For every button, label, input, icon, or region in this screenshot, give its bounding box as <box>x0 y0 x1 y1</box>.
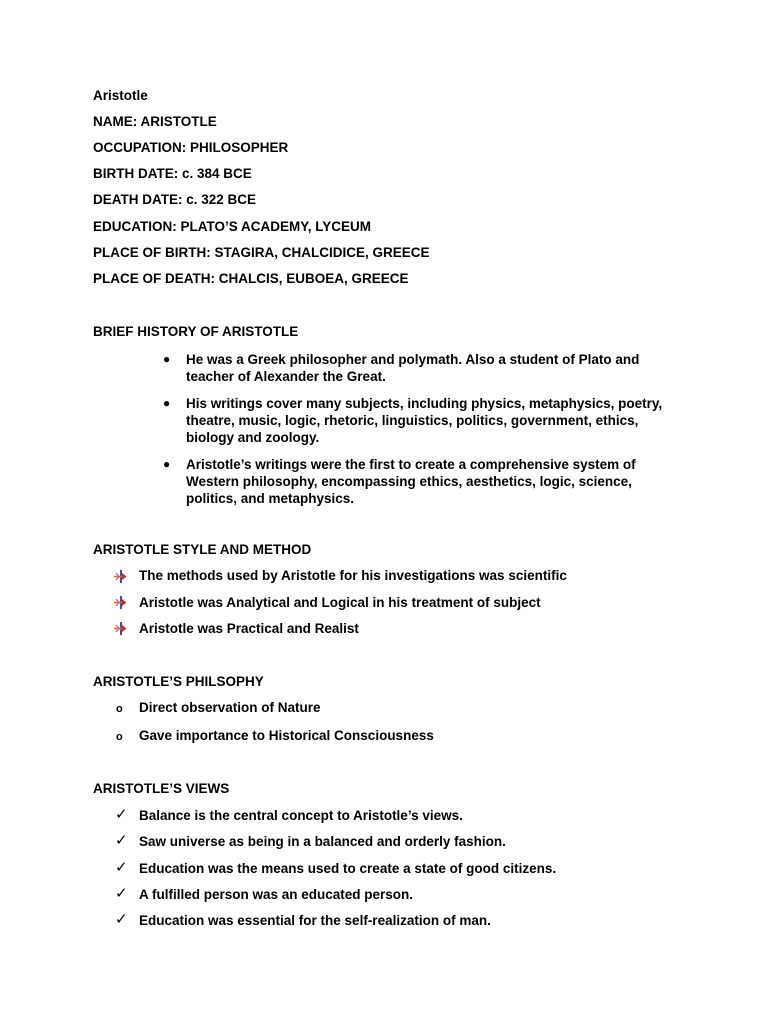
history-heading: BRIEF HISTORY OF ARISTOTLE <box>93 324 299 339</box>
occupation-field: OCCUPATION: PHILOSOPHER <box>93 140 289 155</box>
history-item: Aristotle’s writings were the first to create a comprehensive system of Western philosophy, encompassing ethics, aesthetics, logic, science, politics, and metaphysics. <box>186 457 636 506</box>
views-item: Education was the means used to create a state of good citizens. <box>139 861 557 876</box>
check-bullet-icon: ✓ <box>115 911 128 928</box>
check-bullet-icon: ✓ <box>115 832 128 849</box>
document-title: Aristotle <box>93 88 148 103</box>
birth-date-field: BIRTH DATE: c. 384 BCE <box>93 166 252 181</box>
style-item: Aristotle was Practical and Realist <box>139 621 359 636</box>
death-date-field: DEATH DATE: c. 322 BCE <box>93 192 257 207</box>
arrow-bullet-icon <box>114 596 127 609</box>
arrow-bullet-icon <box>114 570 127 583</box>
philosophy-heading: ARISTOTLE’S PHILSOPHY <box>93 674 264 689</box>
views-item: Balance is the central concept to Aristotle’s views. <box>139 808 463 823</box>
arrow-bullet-icon <box>114 622 127 635</box>
history-item: He was a Greek philosopher and polymath. Also a student of Plato and teacher of Alexander the Great. <box>186 352 640 384</box>
views-item: Saw universe as being in a balanced and orderly fashion. <box>139 834 506 849</box>
style-item: Aristotle was Analytical and Logical in his treatment of subject <box>139 595 541 610</box>
circle-bullet-icon: o <box>116 731 123 743</box>
circle-bullet-icon: o <box>116 703 123 715</box>
bullet-dot-icon: ● <box>163 396 171 410</box>
check-bullet-icon: ✓ <box>115 885 128 902</box>
views-heading: ARISTOTLE’S VIEWS <box>93 781 230 796</box>
style-item: The methods used by Aristotle for his investigations was scientific <box>139 568 567 583</box>
check-bullet-icon: ✓ <box>115 859 128 876</box>
philosophy-item: Gave importance to Historical Consciousness <box>139 728 434 743</box>
style-heading: ARISTOTLE STYLE AND METHOD <box>93 542 312 557</box>
bullet-dot-icon: ● <box>163 457 171 471</box>
education-field: EDUCATION: PLATO’S ACADEMY, LYCEUM <box>93 219 372 234</box>
place-of-death-field: PLACE OF DEATH: CHALCIS, EUBOEA, GREECE <box>93 271 409 286</box>
place-of-birth-field: PLACE OF BIRTH: STAGIRA, CHALCIDICE, GREECE <box>93 245 430 260</box>
history-item: His writings cover many subjects, including physics, metaphysics, poetry, theatre, music, logic, rhetoric, linguistics, politics, government, ethics, biology and zoology. <box>186 396 663 445</box>
views-item: A fulfilled person was an educated person. <box>139 887 414 902</box>
philosophy-item: Direct observation of Nature <box>139 700 321 715</box>
name-field: NAME: ARISTOTLE <box>93 114 217 129</box>
views-item: Education was essential for the self-realization of man. <box>139 913 491 928</box>
check-bullet-icon: ✓ <box>115 806 128 823</box>
bullet-dot-icon: ● <box>163 352 171 366</box>
